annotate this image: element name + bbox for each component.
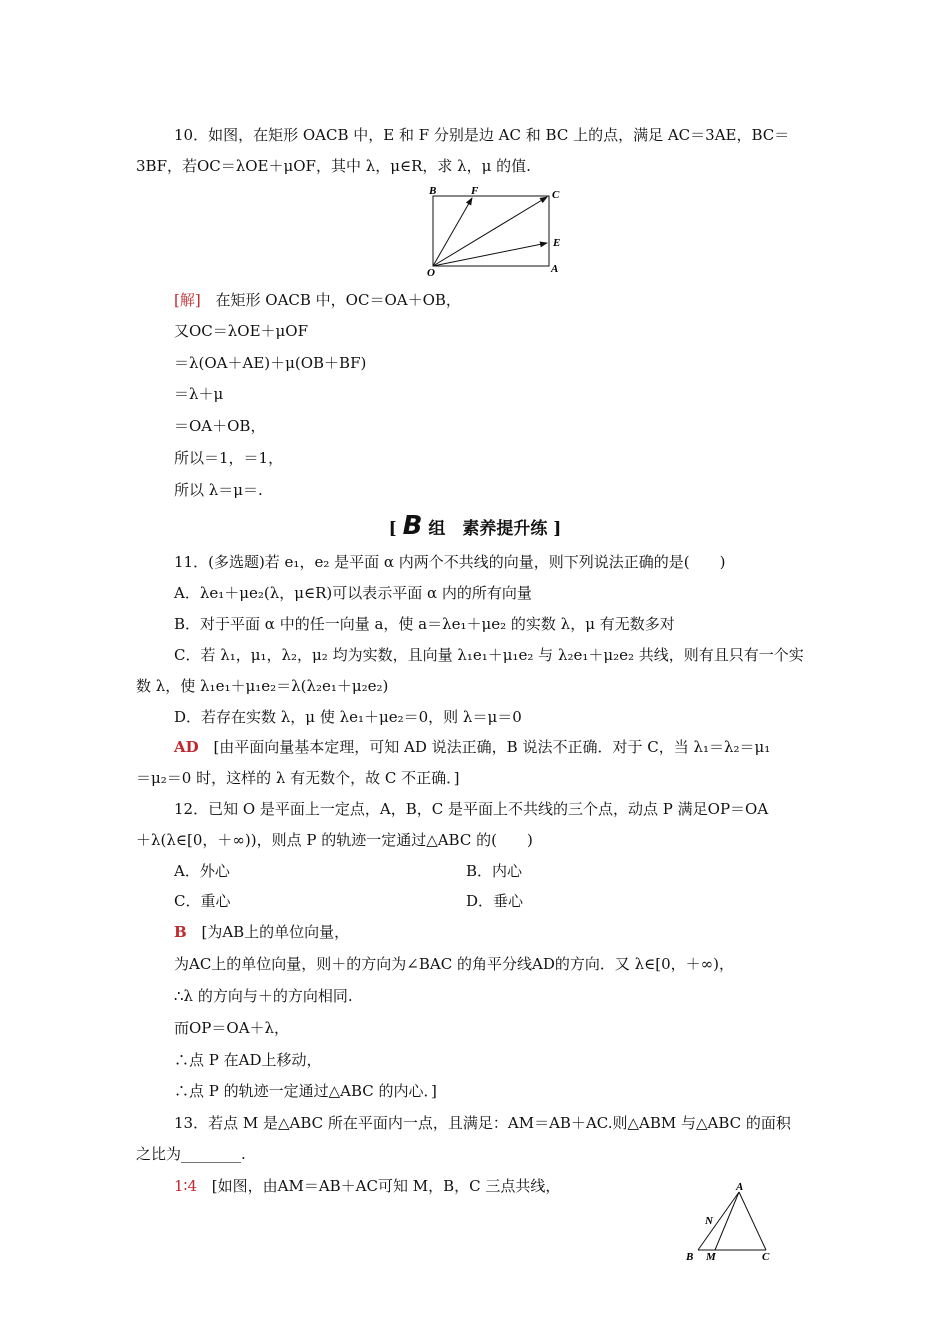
label-B: B bbox=[429, 185, 437, 197]
label-B: B bbox=[686, 1251, 694, 1263]
q11-option-a: A．λe₁＋μe₂(λ，μ∈R)可以表示平面 α 内的所有向量 bbox=[174, 584, 532, 602]
q12-option-a: A．外心 bbox=[174, 862, 230, 880]
vector-OC bbox=[433, 197, 547, 266]
rectangle-figure bbox=[420, 182, 570, 278]
section-bracket-left: [ bbox=[388, 519, 397, 539]
q13-exp-text: [如图，由AM＝AB＋AC可知 M，B，C 三点共线， bbox=[211, 1177, 561, 1195]
q12-explanation-line1 bbox=[174, 922, 349, 942]
q12-answer: B bbox=[174, 923, 187, 941]
q10-sol-text-0: 在矩形 OACB 中，OC＝OA＋OB， bbox=[215, 291, 461, 309]
q12-stem-line2: ＋λ(λ∈[0，＋∞))，则点 P 的轨迹一定通过△ABC 的( ) bbox=[136, 831, 533, 849]
label-E: E bbox=[553, 237, 561, 249]
q10-sol-line: ＝λ(OA＋AE)＋μ(OB＋BF) bbox=[174, 354, 367, 372]
q11-stem: 11．(多选题)若 e₁，e₂ 是平面 α 内两个不共线的向量，则下列说法正确的是( ) bbox=[174, 553, 726, 571]
q12-explanation-line: 而OP＝OA＋λ， bbox=[174, 1019, 290, 1037]
label-N: N bbox=[705, 1215, 713, 1227]
q10-sol-line: ＝OA＋OB， bbox=[174, 417, 266, 435]
triangle-figure bbox=[680, 1180, 780, 1266]
vector-OF bbox=[433, 198, 472, 266]
label-C: C bbox=[552, 189, 560, 201]
q10-sol-line: 所以＝1，＝1， bbox=[174, 449, 284, 467]
q11-explanation-line1 bbox=[174, 737, 770, 757]
q11-option-c-line2: 数 λ，使 λ₁e₁＋μ₁e₂＝λ(λ₂e₁＋μ₂e₂) bbox=[136, 677, 389, 695]
q10-sol-line: ＝λ＋μ bbox=[174, 385, 224, 403]
q12-explanation-line: 为AC上的单位向量，则＋的方向为∠BAC 的角平分线AD的方向．又 λ∈[0，＋∞)， bbox=[174, 955, 734, 973]
q13-answer: 1∶4 bbox=[174, 1177, 197, 1195]
label-C: C bbox=[762, 1251, 770, 1263]
q10-sol-line: 所以 λ＝μ＝. bbox=[174, 481, 263, 499]
q11-option-c-line1: C．若 λ₁，μ₁，λ₂，μ₂ 均为实数，且向量 λ₁e₁＋μ₁e₂ 与 λ₂e₁＋μ₂e₂ 共线，则有且只有一个实 bbox=[174, 646, 804, 664]
q11-exp-text: [由平面向量基本定理，可知 AD 说法正确，B 说法不正确．对于 C，当 λ₁＝λ₂＝μ₁ bbox=[213, 738, 771, 756]
q13-explanation-line1 bbox=[174, 1176, 560, 1196]
side-AC bbox=[739, 1192, 766, 1250]
section-title: 组 素养提升练 bbox=[428, 519, 548, 539]
q12-explanation-line: ∴λ 的方向与＋的方向相同. bbox=[174, 987, 353, 1005]
vector-OE bbox=[433, 243, 547, 266]
q12-stem-line1: 12．已知 O 是平面上一定点，A，B，C 是平面上不共线的三个点，动点 P 满足OP＝OA bbox=[174, 800, 769, 818]
label-A: A bbox=[736, 1181, 744, 1193]
label-O: O bbox=[427, 267, 435, 278]
solution-label: [解] bbox=[174, 291, 201, 309]
section-letter: B bbox=[402, 511, 423, 541]
label-M: M bbox=[706, 1251, 716, 1263]
q12-option-c: C．重心 bbox=[174, 892, 231, 910]
q13-stem-line2: 之比为________. bbox=[136, 1145, 246, 1163]
q12-explanation-line: ∴点 P 的轨迹一定通过△ABC 的内心．] bbox=[174, 1082, 437, 1100]
q11-option-b: B．对于平面 α 中的任一向量 a，使 a＝λe₁＋μe₂ 的实数 λ，μ 有无数多对 bbox=[174, 615, 675, 633]
q10-stem-line1: 10．如图，在矩形 OACB 中，E 和 F 分别是边 AC 和 BC 上的点，满足 AC＝3AE，BC＝ bbox=[174, 126, 790, 144]
q12-explanation-line: ∴点 P 在AD上移动， bbox=[174, 1051, 322, 1069]
q12-option-d: D．垂心 bbox=[466, 892, 524, 910]
section-bracket-right: ] bbox=[553, 519, 562, 539]
q10-stem-line2: 3BF，若OC＝λOE＋μOF，其中 λ，μ∈R，求 λ，μ 的值. bbox=[136, 157, 531, 175]
q13-stem-line1: 13．若点 M 是△ABC 所在平面内一点，且满足：AM＝AB＋AC.则△ABM 与△ABC 的面积 bbox=[174, 1114, 791, 1132]
q12-option-b: B．内心 bbox=[466, 862, 523, 880]
label-A: A bbox=[551, 263, 559, 275]
q10-sol-line: 又OC＝λOE＋μOF bbox=[174, 322, 308, 340]
q10-solution-line1 bbox=[174, 290, 461, 310]
q11-answer: AD bbox=[174, 738, 199, 756]
label-F: F bbox=[471, 185, 479, 197]
q11-option-d: D．若存在实数 λ，μ 使 λe₁＋μe₂＝0，则 λ＝μ＝0 bbox=[174, 708, 522, 726]
section-header bbox=[0, 511, 950, 541]
q11-explanation-line2: ＝μ₂＝0 时，这样的 λ 有无数个，故 C 不正确．] bbox=[136, 769, 460, 787]
q12-exp-text: [为AB上的单位向量， bbox=[201, 923, 350, 941]
